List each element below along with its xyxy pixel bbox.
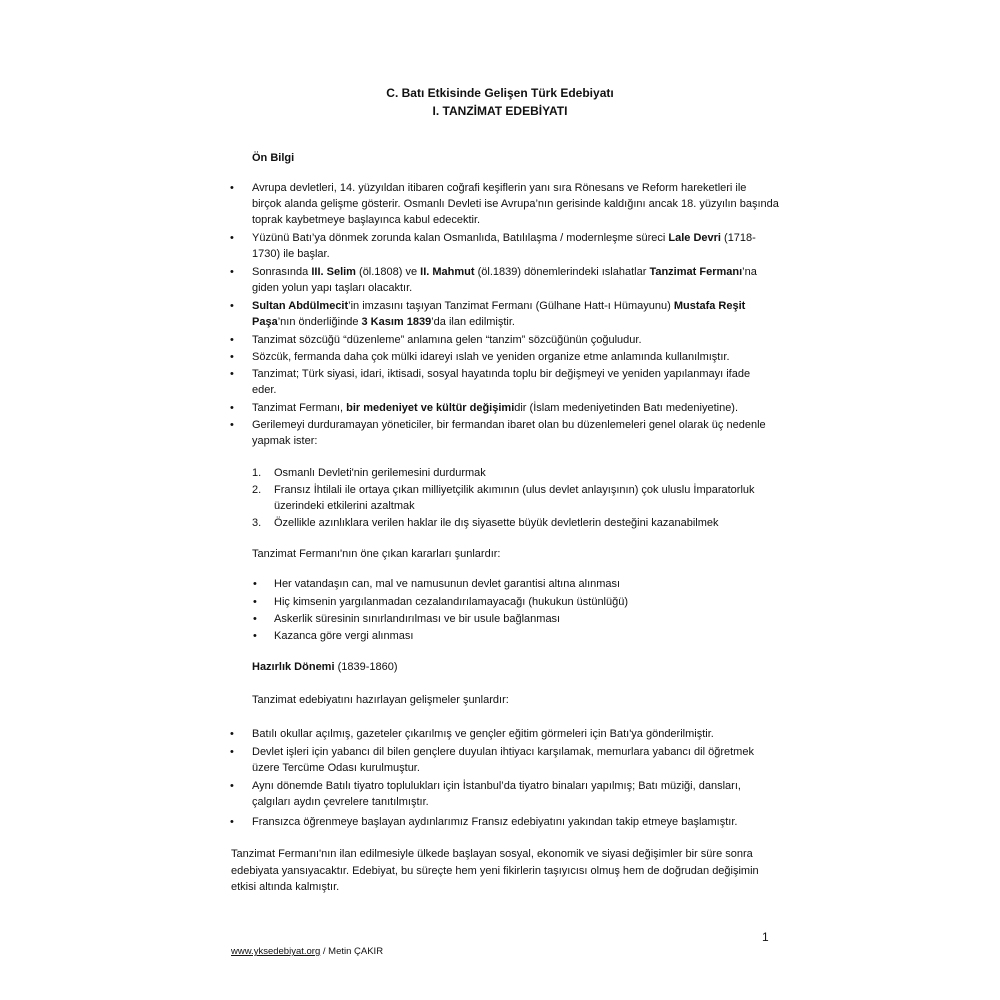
paragraph-line: Tanzimat Fermanı'nın ilan edilmesiyle ülkede başlayan sosyal, ekonomik ve siyasi değişimler bir süre sonra xyxy=(231,848,753,860)
paragraph-line: Sözcük, fermanda daha çok mülki idareyi ıslah ve yeniden organize etme anlamında kullanılmıştır. xyxy=(252,351,730,363)
footer-website-link[interactable]: www.yksedebiyat.org xyxy=(231,946,321,957)
list-item: Her vatandaşın can, mal ve namusunun devlet garantisi altına alınması xyxy=(274,578,621,590)
bullet-marker: • xyxy=(230,419,234,431)
paragraph-line: Gerilemeyi durduramayan yöneticiler, bir fermandan ibaret olan bu düzenlemeleri genel olarak üç nedenle xyxy=(252,419,766,431)
bullet-marker: • xyxy=(253,578,257,590)
list-item: Askerlik süresinin sınırlandırılması ve bir usule bağlanması xyxy=(274,613,561,625)
list-item: üzerindeki etkilerini azaltmak xyxy=(274,500,415,512)
list-item: Fransız İhtilali ile ortaya çıkan milliyetçilik akımının (ulus devlet anlayışının) çok uluslu İmparatorluk xyxy=(274,484,755,496)
paragraph-line: birçok alanda gelişme gösterir. Osmanlı Devleti ise Avrupa’nın gerisinde kaldığını ancak 18. yüzyılın başında xyxy=(252,198,779,210)
paragraph-line: Tanzimat Fermanı'nın öne çıkan kararları şunlardır: xyxy=(252,548,501,560)
paragraph-line: 1730) ile başlar. xyxy=(252,248,330,260)
document-title: C. Batı Etkisinde Gelişen Türk Edebiyatı xyxy=(386,86,614,100)
paragraph-line: Aynı dönemde Batılı tiyatro toplulukları için İstanbul’da tiyatro binaları yapılmış; Batı müziği, dansları, xyxy=(252,780,741,792)
paragraph-line: giden yolun yapı taşları olacaktır. xyxy=(252,282,413,294)
bullet-marker: • xyxy=(230,816,234,828)
bullet-marker: • xyxy=(230,368,234,380)
paragraph-line: toprak kaybetmeye başlayınca kabul edecektir. xyxy=(252,214,481,226)
paragraph-line: Devlet işleri için yabancı dil bilen gençlere duyulan ihtiyacı karşılamak, memurlara yabancı dil öğretmek xyxy=(252,746,754,758)
footer-author: / Metin ÇAKIR xyxy=(320,946,384,957)
list-item: Kazanca göre vergi alınması xyxy=(274,630,414,642)
paragraph-line: Tanzimat edebiyatını hazırlayan gelişmeler şunlardır: xyxy=(252,694,509,706)
hazirlik-heading: Hazırlık Dönemi (1839-1860) xyxy=(252,661,398,673)
bullet-marker: • xyxy=(230,780,234,792)
bullet-marker: • xyxy=(230,351,234,363)
paragraph-line: Tanzimat sözcüğü “düzenleme” anlamına gelen “tanzim” sözcüğünün çoğuludur. xyxy=(252,334,642,346)
paragraph-line: Sonrasında III. Selim (öl.1808) ve II. Mahmut (öl.1839) dönemlerindeki ıslahatlar Tanzimat Fermanı’na xyxy=(252,266,757,278)
bullet-marker: • xyxy=(253,613,257,625)
section-title: I. TANZİMAT EDEBİYATI xyxy=(432,104,568,118)
paragraph-line: eder. xyxy=(252,384,277,396)
paragraph-line: çalgıları aydın çevrelere tanıtılmıştır. xyxy=(252,796,429,808)
bullet-marker: • xyxy=(230,334,234,346)
paragraph-line: Paşa’nın önderliğinde 3 Kasım 1839’da ilan edilmiştir. xyxy=(252,316,515,328)
bullet-marker: • xyxy=(230,728,234,740)
paragraph-line: Avrupa devletleri, 14. yüzyıldan itibaren coğrafi keşiflerin yanı sıra Rönesans ve Reform hareketleri ile xyxy=(252,182,747,194)
bullet-marker: • xyxy=(230,232,234,244)
list-number: 3. xyxy=(252,517,262,529)
page-number: 1 xyxy=(762,930,769,944)
bullet-marker: • xyxy=(230,746,234,758)
on-bilgi-heading: Ön Bilgi xyxy=(252,152,295,164)
bullet-marker: • xyxy=(230,300,234,312)
bullet-marker: • xyxy=(230,266,234,278)
paragraph-line: Fransızca öğrenmeye başlayan aydınlarımız Fransız edebiyatını yakından takip etmeye başlamıştır. xyxy=(252,816,738,828)
paragraph-line: etkisi altında kalmıştır. xyxy=(231,881,340,893)
list-number: 2. xyxy=(252,484,262,496)
paragraph-line: Yüzünü Batı’ya dönmek zorunda kalan Osmanlıda, Batılılaşma / modernleşme süreci Lale Devri (1718- xyxy=(252,232,756,244)
list-item: Özellikle azınlıklara verilen haklar ile dış siyasette büyük devletlerin desteğini kazanabilmek xyxy=(274,517,719,529)
bullet-marker: • xyxy=(230,182,234,194)
paragraph-line: yapmak ister: xyxy=(252,435,318,447)
paragraph-line: Sultan Abdülmecit’in imzasını taşıyan Tanzimat Fermanı (Gülhane Hatt-ı Hümayunu) Mustafa Reşit xyxy=(252,300,746,312)
paragraph-line: Tanzimat; Türk siyasi, idari, iktisadi, sosyal hayatında toplu bir değişmeyi ve yeniden yapılanmayı ifade xyxy=(252,368,751,380)
paragraph-line: edebiyata yansıyacaktır. Edebiyat, bu süreçte hem yeni fikirlerin taşıyıcısı olmuş hem de doğrudan değişimin xyxy=(231,865,759,877)
footer xyxy=(231,946,383,957)
bullet-marker: • xyxy=(230,402,234,414)
list-number: 1. xyxy=(252,467,262,479)
paragraph-line: üzere Tercüme Odası kurulmuştur. xyxy=(252,762,420,774)
bullet-marker: • xyxy=(253,596,257,608)
bullet-marker: • xyxy=(253,630,257,642)
paragraph-line: Tanzimat Fermanı, bir medeniyet ve kültür değişimidir (İslam medeniyetinden Batı medeniyetine). xyxy=(252,402,739,414)
list-item: Hiç kimsenin yargılanmadan cezalandırılamayacağı (hukukun üstünlüğü) xyxy=(274,596,629,608)
list-item: Osmanlı Devleti'nin gerilemesini durdurmak xyxy=(274,467,486,479)
paragraph-line: Batılı okullar açılmış, gazeteler çıkarılmış ve gençler eğitim görmeleri için Batı'ya gönderilmiştir. xyxy=(252,728,714,740)
